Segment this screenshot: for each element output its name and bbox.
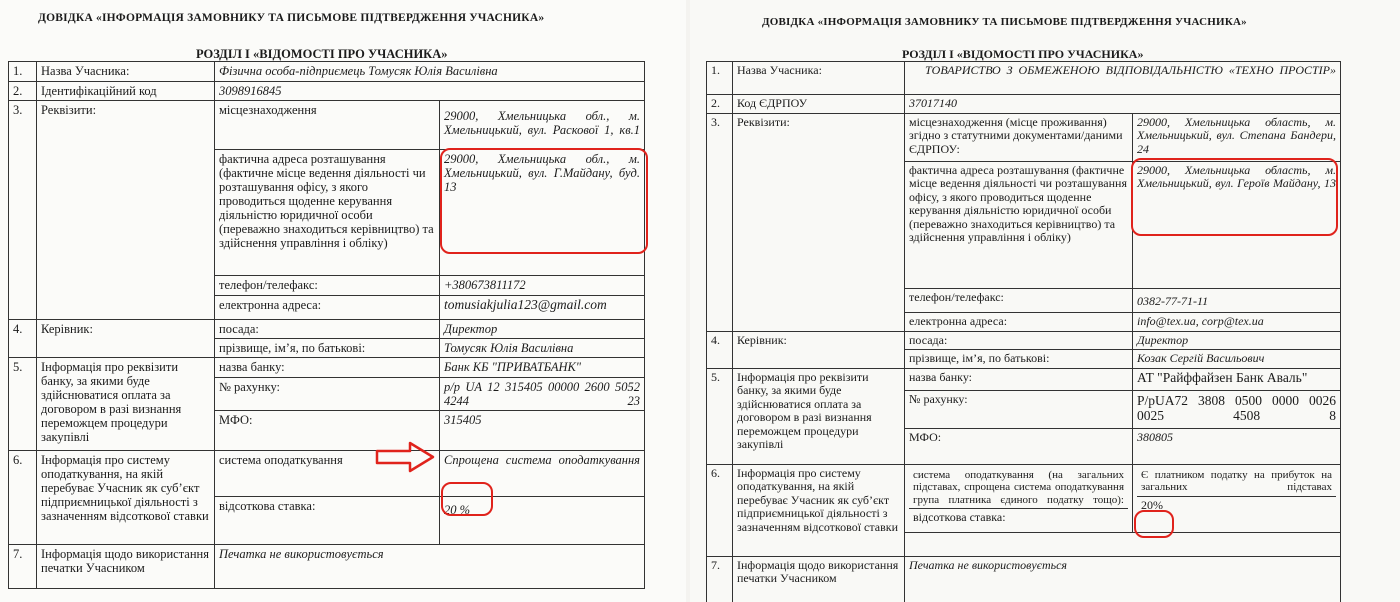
participant-name-value	[905, 62, 1341, 95]
table-row	[9, 451, 645, 497]
row-number: 2.	[707, 95, 733, 114]
phone-value: +380673811172	[440, 276, 645, 296]
field-label: місцезнаходження (місце проживання) згідно з статутними документами/даними ЄДРПОУ:	[905, 113, 1133, 161]
table-row	[9, 82, 645, 101]
row-label: Ідентифікаційний код	[37, 82, 215, 101]
table-row	[9, 358, 645, 378]
field-label: електронна адреса:	[905, 312, 1133, 331]
field-label: № рахунку:	[215, 378, 440, 411]
participant-info-table	[706, 61, 1341, 602]
highlight-circle-tax-rate	[441, 482, 493, 516]
position-value: Директор	[1133, 331, 1341, 350]
field-label: МФО:	[905, 428, 1133, 464]
field-label: телефон/телефакс:	[215, 276, 440, 296]
table-row	[707, 95, 1341, 114]
actual-address-value: 29000, Хмельницька обл., м. Хмельницький, вул. Г.Майдану, буд. 13	[440, 150, 645, 276]
account-value: р/р UA 12 315405 00000 2600 5052 4244 23	[440, 378, 645, 411]
tax-rate-value: 20%	[1141, 497, 1163, 512]
table-row	[707, 62, 1341, 95]
phone-value: 0382-77-71-11	[1133, 288, 1341, 312]
row-label: Керівник:	[733, 331, 905, 368]
location-value: 29000, Хмельницька обл., м. Хмельницький, вул. Раскової 1, кв.1	[440, 101, 645, 150]
email-value: tomusiakjulia123@gmail.com	[440, 296, 645, 320]
row-label: Інформація щодо використання печатки Учасником	[733, 556, 905, 602]
table-row	[707, 464, 1341, 532]
table-row	[9, 62, 645, 82]
row-label: Інформація про реквізити банку, за якими буде здійснюватися оплата за договором в разі визнання переможцем процедури закупівлі	[37, 358, 215, 451]
row-label: Інформація про реквізити банку, за якими буде здійснюватися оплата за договором в разі визнання переможцем процедури закупівлі	[733, 368, 905, 464]
row-number: 4.	[9, 320, 37, 358]
document-heading: ДОВІДКА «ІНФОРМАЦІЯ ЗАМОВНИКУ ТА ПИСЬМОВЕ ПІДТВЕРДЖЕННЯ УЧАСНИКА»	[762, 16, 1247, 28]
highlight-circle-address	[440, 148, 648, 254]
row-number: 4.	[707, 331, 733, 368]
row-number: 7.	[9, 545, 37, 589]
field-label: прізвище, ім’я, по батькові:	[215, 339, 440, 358]
document-heading: ДОВІДКА «ІНФОРМАЦІЯ ЗАМОВНИКУ ТА ПИСЬМОВЕ ПІДТВЕРДЖЕННЯ УЧАСНИКА»	[38, 12, 545, 24]
tax-system-label: система оподаткування (на загальних підставах, спрощена система оподаткування група платника єдиного податку тощо):	[909, 467, 1128, 510]
field-label: назва банку:	[905, 368, 1133, 390]
row-number: 5.	[707, 368, 733, 464]
field-label: фактична адреса розташування (фактичне місце ведення діяльності чи розташування офісу, з якого проводиться щоденне керування діяльністю юридичної особи (переважно знаходиться керівництво) та здійснення управління і обліку)	[905, 161, 1133, 288]
field-label: МФО:	[215, 411, 440, 451]
field-label: назва банку:	[215, 358, 440, 378]
table-row	[707, 556, 1341, 602]
field-label: фактична адреса розташування (фактичне місце ведення діяльності чи розташування офісу, з якого проводиться щоденне керування діяльністю юридичної особи (переважно знаходиться керівництво) та здійснення управління і обліку)	[215, 150, 440, 276]
section-title: РОЗДІЛ І «ВІДОМОСТІ ПРО УЧАСНИКА»	[196, 47, 448, 61]
row-label: Реквізити:	[37, 101, 215, 320]
account-value: P/pUA72 3808 0500 0000 0026 0025 4508 8	[1133, 390, 1341, 428]
row-number: 3.	[707, 113, 733, 331]
edrpou-code-value: 37017140	[905, 95, 1341, 114]
actual-address-value: 29000, Хмельницька область, м. Хмельницький, вул. Героїв Майдану, 13	[1133, 161, 1341, 288]
field-label: електронна адреса:	[215, 296, 440, 320]
section-title: РОЗДІЛ І «ВІДОМОСТІ ПРО УЧАСНИКА»	[902, 47, 1144, 61]
row-number: 6.	[9, 451, 37, 545]
participant-info-table	[8, 61, 645, 589]
row-number: 1.	[707, 62, 733, 95]
location-value: 29000, Хмельницька область, м. Хмельницький, вул. Степана Бандери, 24	[1133, 113, 1341, 161]
tax-system-cell	[905, 464, 1133, 532]
id-code-value: 3098916845	[215, 82, 645, 101]
row-number: 6.	[707, 464, 733, 556]
participant-name-value: Фізична особа-підприємець Томусяк Юлія Василівна	[215, 62, 645, 82]
highlight-circle-tax-rate	[1134, 510, 1174, 538]
table-row	[9, 101, 645, 150]
field-label: система оподаткування	[215, 451, 440, 497]
tax-system-value: Спрощена система оподаткування	[440, 451, 645, 497]
mfo-value: 380805	[1133, 428, 1341, 464]
tax-rate-label: відсоткова ставка:	[913, 510, 1006, 524]
row-number: 3.	[9, 101, 37, 320]
tax-system-value: Є платником податку на прибуток на загальних підставах	[1137, 467, 1336, 497]
row-label: Інформація про систему оподаткування, на якій перебуває Учасник як суб’єкт підприємницької діяльності з зазначенням відсоткової ставки	[733, 464, 905, 556]
field-label: посада:	[215, 320, 440, 339]
bank-name-value: Банк КБ "ПРИВАТБАНК"	[440, 358, 645, 378]
field-label: телефон/телефакс:	[905, 288, 1133, 312]
row-label: Інформація щодо використання печатки Учасником	[37, 545, 215, 589]
row-label: Інформація про систему оподаткування, на якій перебуває Учасник як суб’єкт підприємницької діяльності з зазначенням відсоткової ставки	[37, 451, 215, 545]
mfo-value: 315405	[440, 411, 645, 451]
red-arrow-icon	[374, 440, 436, 474]
field-label: прізвище, ім’я, по батькові:	[905, 350, 1133, 369]
participant-name-text: ТОВАРИСТВО З ОБМЕЖЕНОЮ ВІДПОВІДАЛЬНІСТЮ «ТЕХНО ПРОСТІР»	[925, 63, 1336, 77]
document-right	[690, 0, 1400, 602]
table-row	[9, 545, 645, 589]
document-left	[0, 0, 686, 602]
row-number: 7.	[707, 556, 733, 602]
row-label: Назва Учасника:	[733, 62, 905, 95]
table-row	[707, 368, 1341, 390]
row-label: Назва Учасника:	[37, 62, 215, 82]
email-value: info@tex.ua, corp@tex.ua	[1133, 312, 1341, 331]
tax-rate-value: 20 %	[440, 497, 645, 545]
field-label: посада:	[905, 331, 1133, 350]
empty-cell	[905, 532, 1341, 556]
director-name-value: Козак Сергій Васильович	[1133, 350, 1341, 369]
row-label: Керівник:	[37, 320, 215, 358]
highlight-circle-address	[1131, 158, 1338, 236]
row-number: 2.	[9, 82, 37, 101]
row-number: 5.	[9, 358, 37, 451]
row-number: 1.	[9, 62, 37, 82]
row-label: Реквізити:	[733, 113, 905, 331]
stamp-usage-value: Печатка не використовується	[905, 556, 1341, 602]
stamp-usage-value: Печатка не використовується	[215, 545, 645, 589]
table-row	[9, 320, 645, 339]
bank-name-value: АТ "Райффайзен Банк Аваль"	[1133, 368, 1341, 390]
field-label: № рахунку:	[905, 390, 1133, 428]
table-row	[707, 331, 1341, 350]
field-label: місцезнаходження	[215, 101, 440, 150]
director-name-value: Томусяк Юлія Василівна	[440, 339, 645, 358]
position-value: Директор	[440, 320, 645, 339]
field-label: відсоткова ставка:	[215, 497, 440, 545]
row-label: Код ЄДРПОУ	[733, 95, 905, 114]
table-row	[707, 113, 1341, 161]
